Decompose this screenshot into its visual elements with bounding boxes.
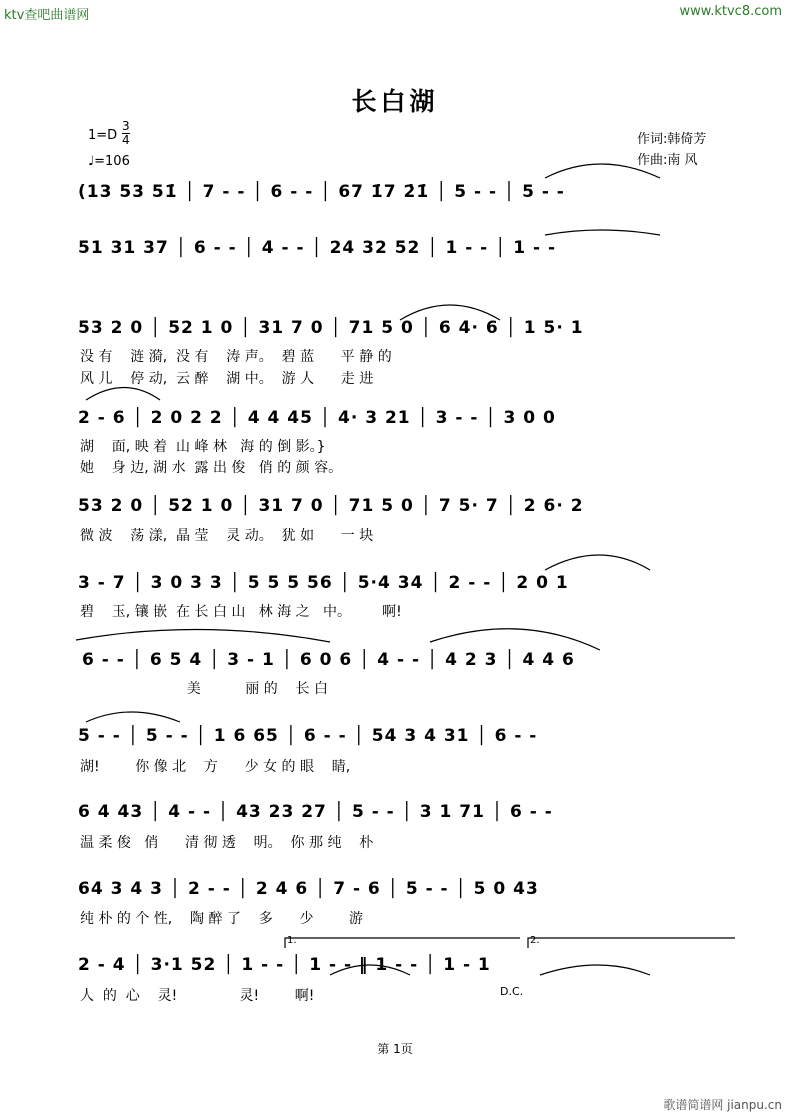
volta-2-bracket: [528, 938, 735, 948]
volta-1-label: 1.: [287, 935, 297, 946]
system-3-lyrics-2: 风 儿 停 动, 云 醉 湖 中。 游 人 走 进: [80, 371, 374, 387]
time-numerator: 3: [122, 119, 130, 133]
system-11-lyrics-1: 人 的 心 灵! 灵! 啊!: [80, 988, 315, 1004]
system-8-lyrics-1: 湖! 你 像 北 方 少 女 的 眼 睛,: [80, 759, 351, 775]
slur-9: [330, 965, 410, 975]
system-11-notes: 2 - 4 │ 3·1 52 │ 1 - - │ 1 - - ‖ 1 - - │ 1 - 1: [78, 955, 491, 975]
system-9-notes: 6 4 43 │ 4 - - │ 43 23 27 │ 5 - - │ 3 1 71 │ 6 - -: [78, 802, 553, 822]
system-2-notes: 51 31 37 │ 6 - - │ 4 - - │ 24 32 52 │ 1 - - │ 1 - -: [78, 238, 557, 258]
slur-5: [545, 555, 650, 570]
tempo-value: =106: [94, 154, 130, 169]
key-signature: 1=D: [88, 128, 118, 143]
system-10-notes: 64 3 4 3 │ 2 - - │ 2 4 6 │ 7 - 6 │ 5 - - │ 5 0 43: [78, 879, 539, 899]
system-7-lyrics-1: 美 丽 的 长 白: [80, 681, 329, 697]
footer-watermark: 歌谱简谱网 jianpu.cn: [663, 1098, 782, 1112]
system-6-lyrics-1: 碧 玉, 镶 嵌 在 长 白 山 林 海 之 中。 啊!: [80, 604, 402, 620]
volta-2-label: 2.: [530, 935, 540, 946]
system-3-notes: 53 2 0 │ 52 1 0 │ 31 7 0 │ 71 5 0 │ 6 4· 6 │ 1 5· 1: [78, 318, 584, 338]
system-4-lyrics-1: 湖 面, 映 着 山 峰 林 海 的 倒 影。}: [80, 439, 326, 455]
time-denominator: 4: [122, 133, 130, 147]
slur-8: [86, 712, 180, 722]
system-6-notes: 3 - 7 │ 3 0 3 3 │ 5 5 5 56 │ 5·4 34 │ 2 - - │ 2 0 1: [78, 573, 569, 593]
system-4-notes: 2 - 6 │ 2 0 2 2 │ 4 4 45 │ 4· 3 21 │ 3 - - │ 3 0 0: [78, 408, 556, 428]
lyricist-credit: 作词:韩倚芳: [637, 132, 707, 147]
slur-1: [545, 164, 660, 178]
slur-2: [545, 230, 660, 235]
system-5-notes: 53 2 0 │ 52 1 0 │ 31 7 0 │ 71 5 0 │ 7 5· 7 │ 2 6· 2: [78, 496, 584, 516]
page-number: 第 1页: [377, 1042, 413, 1056]
system-7-notes: 6 - - │ 6 5 4 │ 3 - 1 │ 6 0 6 │ 4 - - │ 4 2 3 │ 4 4 6: [82, 650, 575, 670]
volta-1-bracket: [285, 938, 520, 948]
system-1-notes: (13 53 51̇ │ 7 - - │ 6 - - │ 67 1̇7 2̇1̇ │ 5 - - │ 5 - -: [78, 182, 565, 202]
watermark-left: ktv查吧曲谱网: [4, 8, 90, 23]
system-4-lyrics-2: 她 身 边, 湖 水 露 出 俊 俏 的 颜 容。: [80, 460, 343, 476]
system-5-lyrics-1: 微 波 荡 漾, 晶 莹 灵 动。 犹 如 一 块: [80, 528, 374, 544]
slur-3: [86, 388, 160, 401]
system-3-lyrics-1: 没 有 涟 漪, 没 有 涛 声。 碧 蓝 平 静 的: [80, 349, 392, 365]
composer-credit: 作曲:南 风: [637, 153, 698, 168]
slur-4: [400, 305, 500, 320]
system-10-lyrics-1: 纯 朴 的 个 性, 陶 醉 了 多 少 游: [80, 911, 364, 927]
quarter-note-icon: ♩: [88, 154, 95, 169]
dc-marking: D.C.: [500, 985, 524, 998]
system-9-lyrics-1: 温 柔 俊 俏 清 彻 透 明。 你 那 纯 朴: [80, 835, 374, 851]
slur-6: [76, 629, 330, 642]
watermark-right: www.ktvc8.com: [679, 4, 782, 19]
slur-7: [430, 629, 600, 650]
song-title: 长白湖: [351, 87, 439, 116]
slur-10: [540, 965, 650, 975]
system-8-notes: 5 - - │ 5 - - │ 1 6 65 │ 6 - - │ 54 3 4 31 │ 6 - -: [78, 726, 538, 746]
